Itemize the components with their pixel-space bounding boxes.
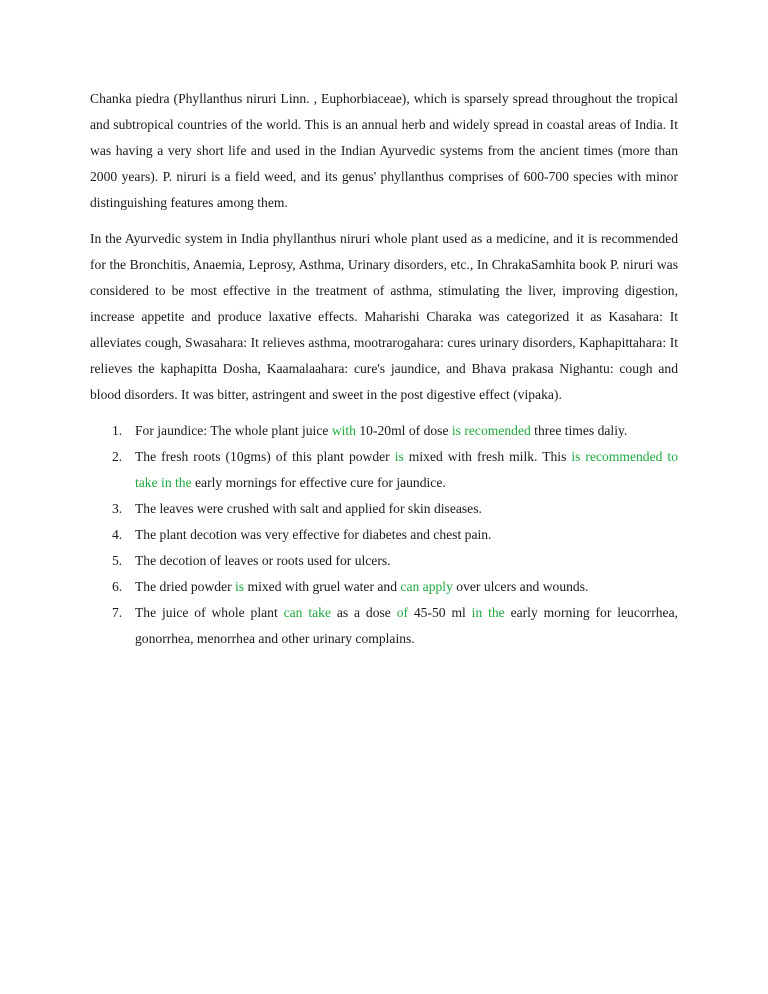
list-number: 2.	[112, 449, 123, 464]
list-text: The leaves were crushed with salt and applied for skin diseases.	[135, 501, 482, 516]
list-text-highlight: with	[331, 423, 356, 438]
list-text: early mornings for effective cure for jaundice.	[191, 475, 446, 490]
list-text: over ulcers and wounds.	[452, 579, 589, 594]
remedies-list	[90, 418, 678, 652]
list-text: The decotion of leaves or roots used for ulcers.	[135, 553, 391, 568]
list-item	[90, 600, 678, 652]
list-text-highlight: can take	[283, 605, 331, 620]
list-number: 6.	[112, 579, 123, 594]
list-item	[90, 548, 678, 574]
list-item	[90, 522, 678, 548]
list-text: The juice of whole plant	[135, 605, 284, 620]
list-text: The fresh roots (10gms) of this plant powder	[135, 449, 395, 464]
list-text: three times daliy.	[530, 423, 628, 438]
list-number: 5.	[112, 553, 123, 568]
list-text: mixed with gruel water and	[244, 579, 401, 594]
list-item	[90, 418, 678, 444]
list-text: 10-20ml of dose	[355, 423, 452, 438]
list-text: For jaundice: The whole plant juice	[135, 423, 332, 438]
paragraph-ayurvedic-uses: In the Ayurvedic system in India phyllanthus niruri whole plant used as a medicine, and it is recommended for the Bronchitis, Anaemia, Leprosy, Asthma, Urinary disorders, etc., In ChrakaSamhita book P. niruri was considered to be most effective in the treatment of asthma, stimulating the liver, improving digestion, increase appetite and produce laxative effects. Maharishi Charaka was categorized it as Kasahara: It alleviates cough, Swasahara: It relieves asthma, mootrarogahara: cures urinary disorders, Kaphapittahara: It relieves the kaphapitta Dosha, Kaamalaahara: cure's jaundice, and Bhava prakasa Nighantu: cough and blood disorders. It was bitter, astringent and sweet in the post digestive effect (vipaka).	[90, 231, 678, 402]
list-item	[90, 574, 678, 600]
list-text-highlight: is recommended to take in the	[135, 449, 678, 490]
list-text-highlight: of	[396, 605, 409, 620]
list-text: early morning for leucorrhea, gonorrhea, menorrhea and other urinary complains.	[135, 605, 678, 646]
list-number: 1.	[112, 423, 123, 438]
list-item	[90, 496, 678, 522]
list-text-highlight: is	[235, 579, 245, 594]
list-text: as a dose	[330, 605, 397, 620]
list-number: 3.	[112, 501, 123, 516]
document-page	[90, 86, 678, 652]
list-text: 45-50 ml	[408, 605, 472, 620]
list-text-highlight: is	[394, 449, 404, 464]
list-item	[90, 444, 678, 496]
list-text: The dried powder	[135, 579, 236, 594]
list-text-highlight: in the	[471, 605, 505, 620]
list-number: 4.	[112, 527, 123, 542]
list-text: mixed with fresh milk. This	[403, 449, 572, 464]
list-text-highlight: is recomended	[451, 423, 531, 438]
list-text: The plant decotion was very effective for diabetes and chest pain.	[135, 527, 492, 542]
paragraph-intro: Chanka piedra (Phyllanthus niruri Linn. , Euphorbiaceae), which is sparsely spread throughout the tropical and subtropical countries of the world. This is an annual herb and widely spread in coastal areas of India. It was having a very short life and used in the Indian Ayurvedic systems from the ancient times (more than 2000 years). P. niruri is a field weed, and its genus' phyllanthus comprises of 600-700 species with minor distinguishing features among them.	[90, 91, 678, 210]
list-number: 7.	[112, 605, 123, 620]
list-text-highlight: can apply	[400, 579, 453, 594]
